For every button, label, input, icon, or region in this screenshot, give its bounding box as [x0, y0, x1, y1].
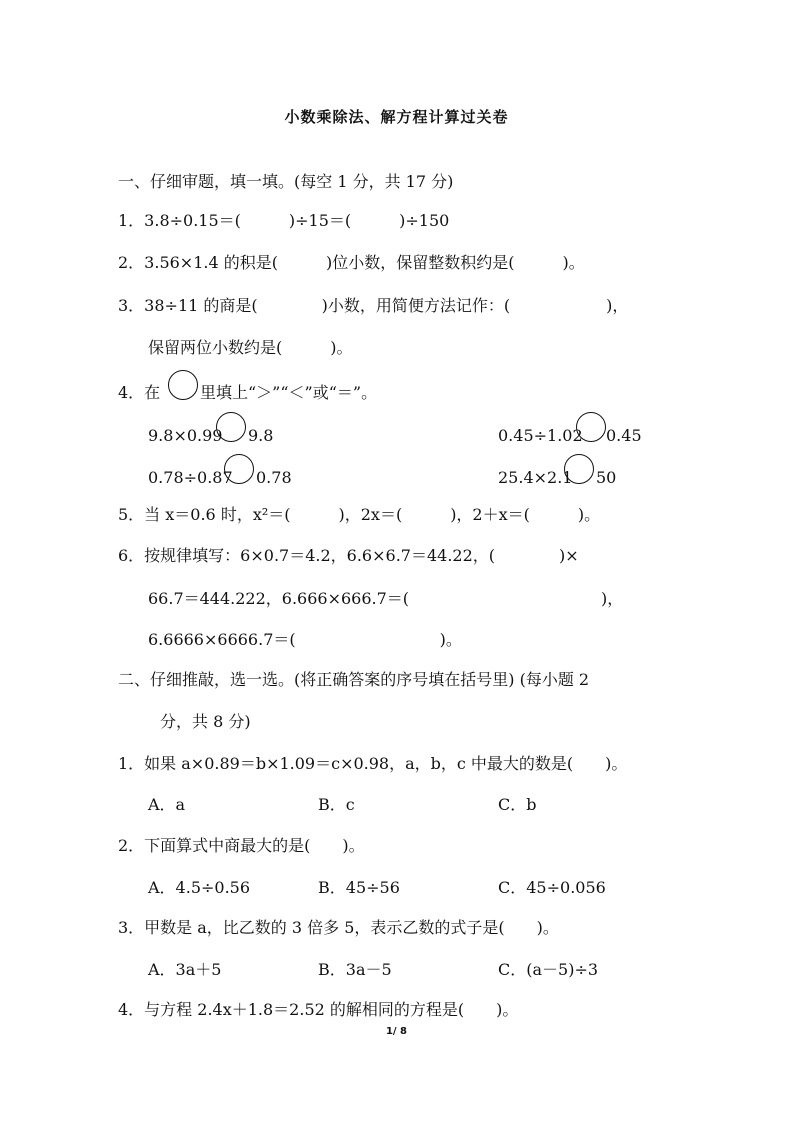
page-title: 小数乘除法、解方程计算过关卷 [284, 108, 509, 126]
option-c: C．b [498, 795, 537, 814]
s1-question-4-suffix: 里填上“＞”“＜”或“＝”。 [200, 383, 378, 402]
compare-circle [224, 454, 254, 484]
s1-question-1: 1．3.8÷0.15＝( )÷15＝( )÷150 [118, 211, 450, 230]
s2-question-2: 2．下面算式中商最大的是( )。 [118, 836, 365, 855]
section1-heading: 一、仔细审题，填一填。(每空 1 分，共 17 分) [118, 172, 454, 191]
s1-question-3-line2: 保留两位小数约是( )。 [148, 338, 353, 357]
option-b: B．45÷56 [318, 878, 400, 897]
compare-left-expr: 0.78÷0.87 [148, 468, 233, 487]
option-a: A．a [148, 795, 186, 814]
s1-question-4-prefix: 4．在 [118, 383, 161, 402]
option-b: B．3a－5 [318, 960, 392, 979]
section2-heading-line2: 分，共 8 分) [160, 712, 251, 731]
compare-left-value: 0.78 [256, 468, 292, 487]
compare-circle [576, 412, 606, 442]
option-a: A．4.5÷0.56 [148, 878, 251, 897]
s1-question-2: 2．3.56×1.4 的积是( )位小数，保留整数积约是( )。 [118, 253, 585, 272]
s1-question-6-line2: 66.7＝444.222，6.666×666.7＝( )， [148, 589, 624, 608]
compare-right-value: 0.45 [606, 426, 642, 445]
s1-question-3-line1: 3．38÷11 的商是( )小数，用简便方法记作：( )， [118, 296, 629, 315]
s1-question-6-line1: 6．按规律填写：6×0.7＝4.2，6.6×6.7＝44.22，( )× [118, 546, 579, 565]
s2-question-4: 4．与方程 2.4x＋1.8＝2.52 的解相同的方程是( )。 [118, 1000, 519, 1019]
option-b: B．c [318, 795, 355, 814]
compare-left-value: 9.8 [248, 426, 274, 445]
compare-circle [216, 412, 246, 442]
s1-question-5: 5．当 x＝0.6 时，x²＝( )，2x＝( )，2＋x＝( )。 [118, 505, 601, 524]
compare-left-expr: 9.8×0.99 [148, 426, 223, 445]
compare-circle [168, 370, 198, 400]
compare-right-expr: 0.45÷1.02 [498, 426, 583, 445]
option-a: A．3a＋5 [148, 960, 222, 979]
compare-circle [564, 454, 594, 484]
compare-right-value: 50 [596, 468, 617, 487]
s2-question-1: 1．如果 a×0.89＝b×1.09＝c×0.98，a，b，c 中最大的数是( )。 [118, 754, 628, 773]
option-c: C．45÷0.056 [498, 878, 606, 897]
s2-question-3: 3．甲数是 a，比乙数的 3 倍多 5，表示乙数的式子是( )。 [118, 918, 559, 937]
option-c: C．(a－5)÷3 [498, 960, 599, 979]
s1-question-6-line3: 6.6666×6666.7＝( )。 [148, 630, 462, 649]
compare-right-expr: 25.4×2.1 [498, 468, 573, 487]
page-number: 1/ 8 [385, 1026, 408, 1037]
section2-heading-line1: 二、仔细推敲，选一选。(将正确答案的序号填在括号里) (每小题 2 [118, 670, 590, 689]
